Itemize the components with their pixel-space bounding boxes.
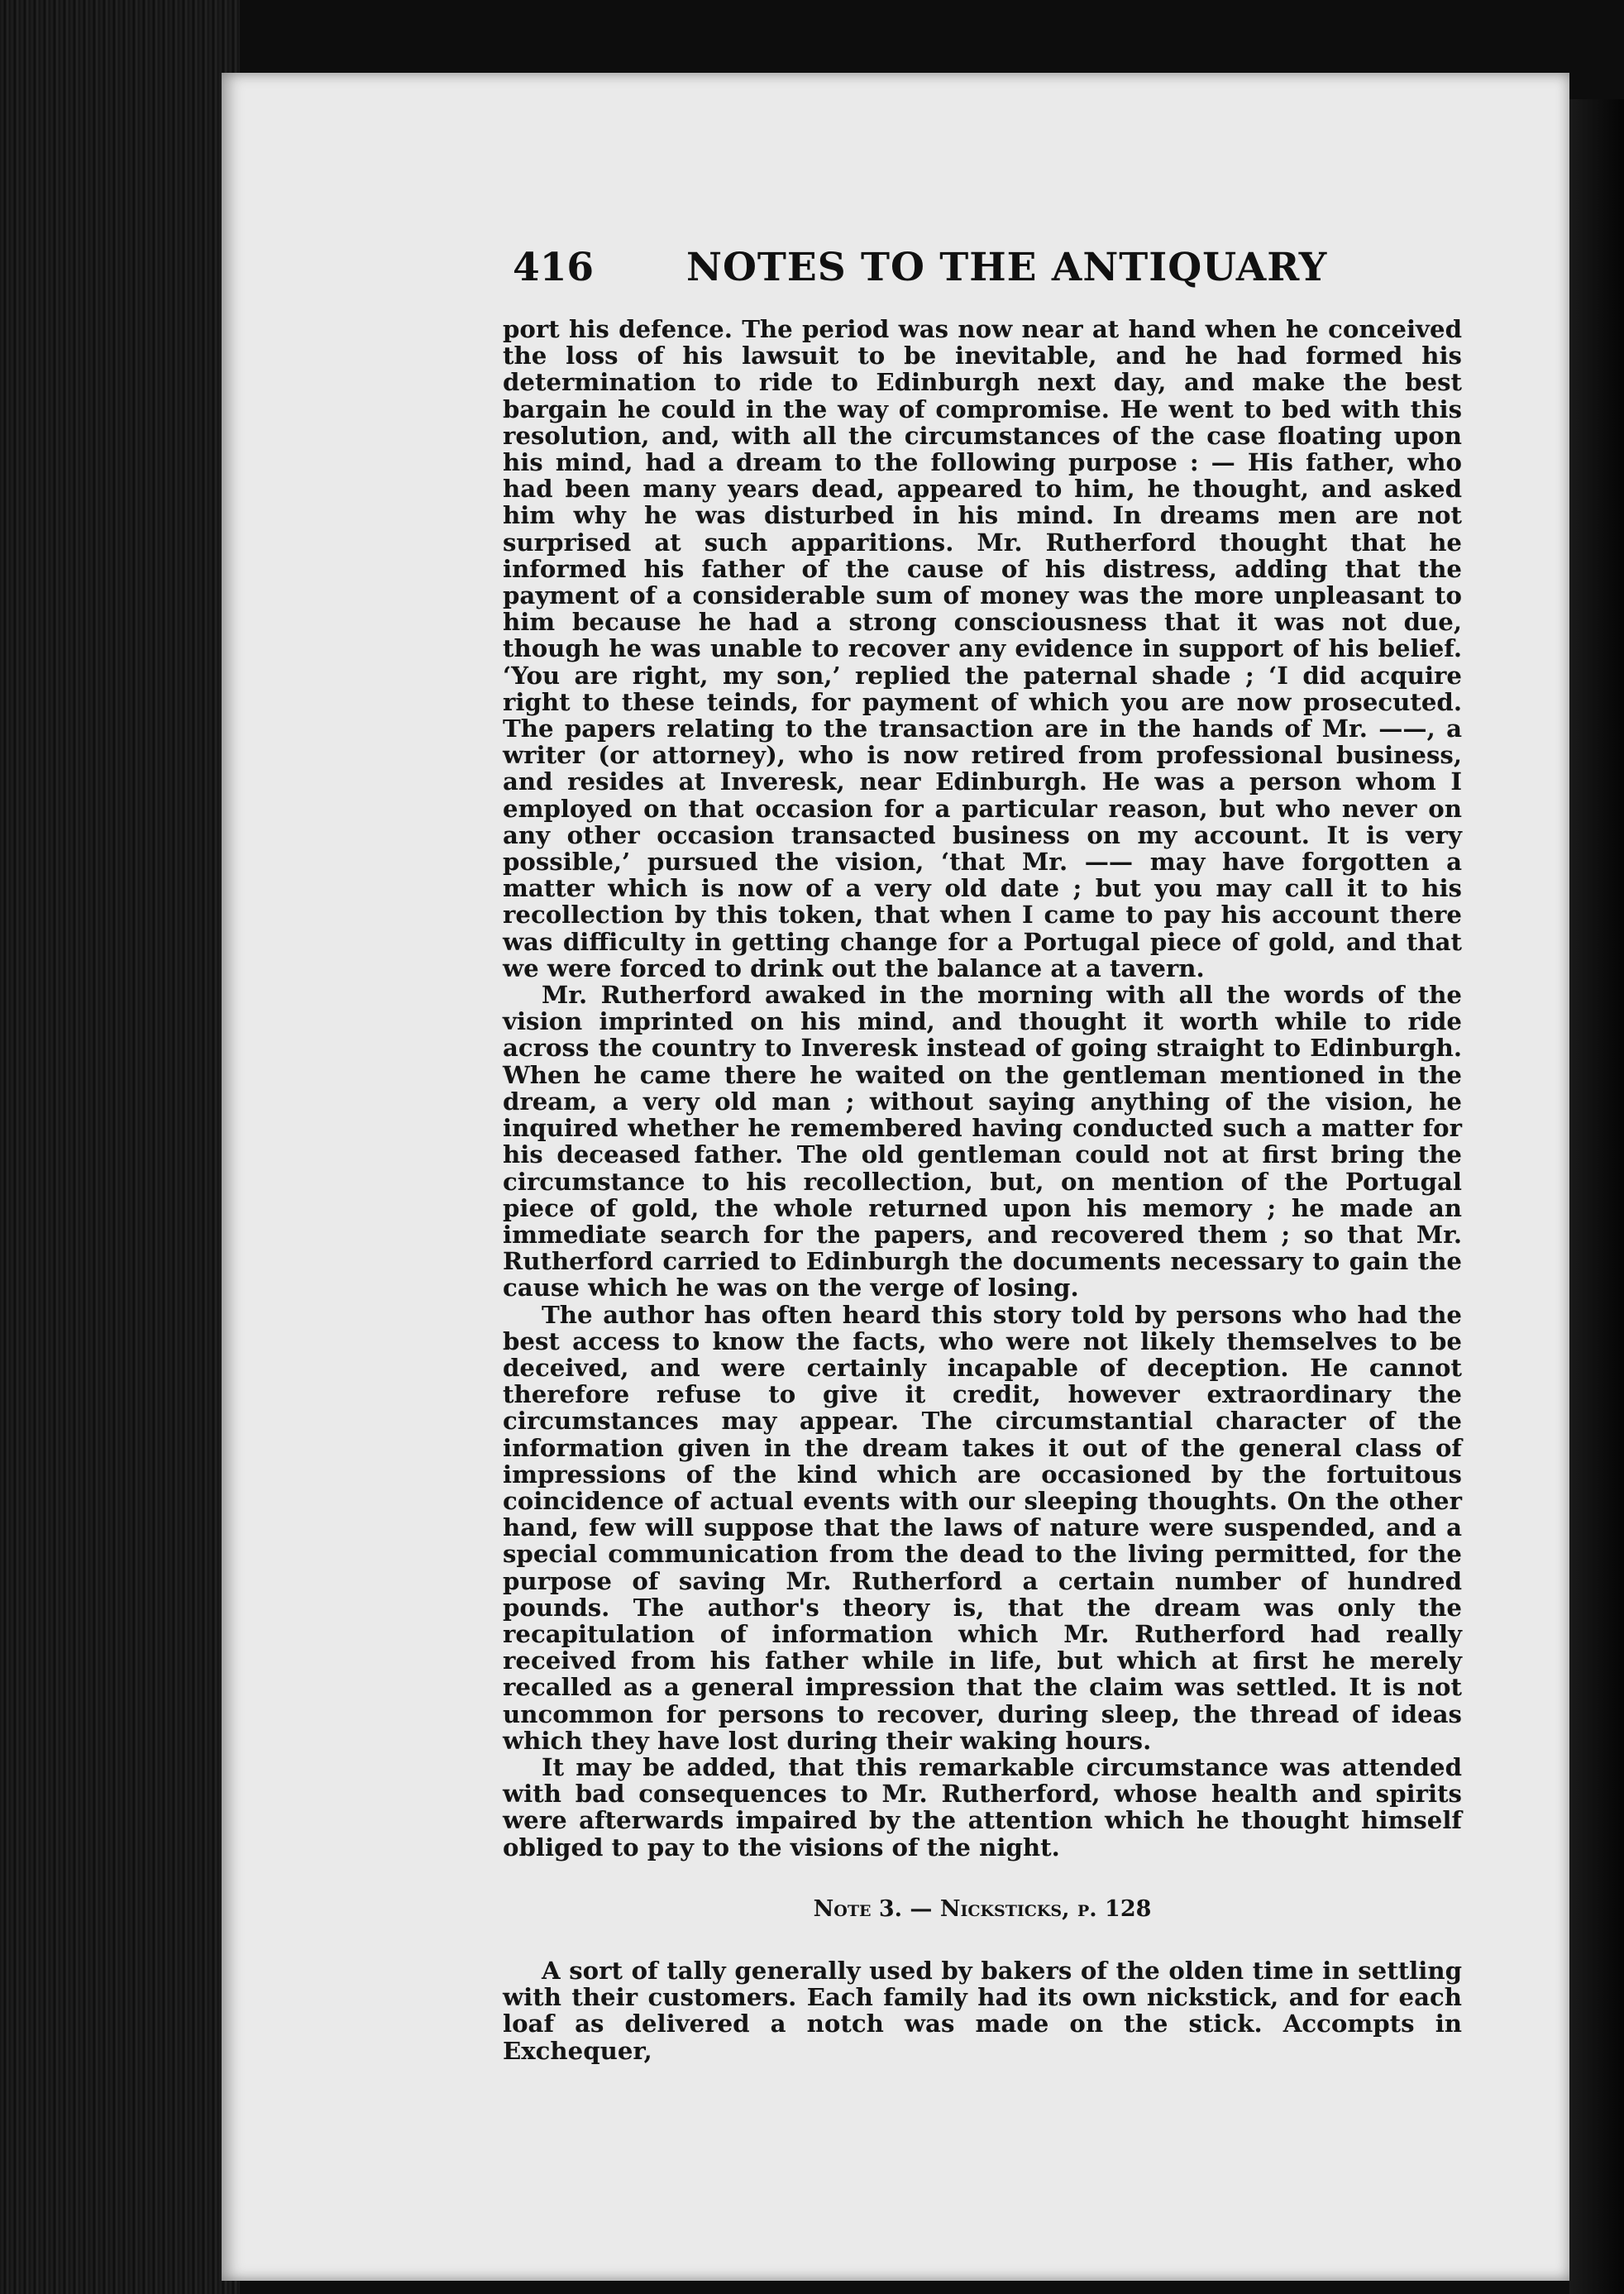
paragraph-4: It may be added, that this remarkable circumstance was attended with bad consequences to Mr. Rutherford, whose health and spirits were afterwards impaired by the attention which he thought himself obliged to pay to the visions of the night. — [503, 1752, 1462, 1861]
note-heading-suffix: s, p. 128 — [1050, 1895, 1152, 1922]
running-title: NOTES TO THE ANTIQUARY — [686, 245, 1328, 290]
note-heading-label: Note 3. — Nickstick — [813, 1895, 1051, 1922]
note-paragraph: A sort of tally generally used by bakers of the olden time in settling with their customers. Each family had its own nickstick, and for each loaf as delivered a notch was made on the stick. Accompts in Exchequer, — [503, 1956, 1462, 2065]
facing-page-edge — [1569, 99, 1624, 2294]
note-heading — [503, 1896, 1462, 1923]
paragraph-3: The author has often heard this story told by persons who had the best access to know the facts, who were not likely themselves to be deceived, and were certainly incapable of deception. He cannot therefore refuse to give it credit, however extraordinary the circumstances may appear. The circumstantial character of the information given in the dream takes it out of the general class of impressions of the kind which are occasioned by the fortuitous coincidence of actual events with our sleeping thoughts. On the other hand, few will suppose that the laws of nature were suspended, and a special communication from the dead to the living permitted, for the purpose of saving Mr. Rutherford a certain number of hundred pounds. The author's theory is, that the dream was only the recapitulation of information which Mr. Rutherford had really received from his father while in life, but which at first he merely recalled as a general impression that the claim was settled. It is not uncommon for persons to recover, during sleep, the thread of ideas which they have lost during their waking hours. — [503, 1300, 1462, 1755]
paragraph-2: Mr. Rutherford awaked in the morning with all the words of the vision imprinted on his mind, and thought it worth while to ride across the country to Inveresk instead of going straight to Edinburgh. When he came there he waited on the gentleman mentioned in the dream, a very old man ; without saying anything of the vision, he inquired whether he remembered having conducted such a matter for his deceased father. The old gentleman could not at first bring the circumstance to his recollection, but, on mention of the Portugal piece of gold, the whole returned upon his memory ; he made an immediate search for the papers, and recovered them ; so that Mr. Rutherford carried to Edinburgh the documents necessary to gain the cause which he was on the verge of losing. — [503, 981, 1462, 1302]
text-block — [503, 316, 1462, 2064]
book-spine-edge — [0, 0, 240, 2294]
paragraph-1: port his defence. The period was now near at hand when he conceived the loss of his lawsuit to be inevitable, and he had formed his determination to ride to Edinburgh next day, and make the best bargain he could in the way of compromise. He went to bed with this resolution, and, with all the circumstances of the case floating upon his mind, had a dream to the following purpose : — His father, who had been many years dead, appeared to him, he thought, and asked him why he was disturbed in his mind. In dreams men are not surprised at such apparitions. Mr. Rutherford thought that he informed his father of the cause of his distress, adding that the payment of a considerable sum of money was the more unpleasant to him because he had a strong consciousness that it was not due, though he was unable to recover any evidence in support of his belief. ‘You are right, my son,’ replied the paternal shade ; ‘I did acquire right to these teinds, for payment of which you are now prosecuted. The papers relating to the transaction are in the hands of Mr. ——, a writer (or attorney), who is now retired from professional business, and resides at Inveresk, near Edinburgh. He was a person whom I employed on that occasion for a particular reason, but who never on any other occasion transacted business on my account. It is very possible,’ pursued the vision, ‘that Mr. —— may have forgotten a matter which is now of a very old date ; but you may call it to his recollection by this token, that when I came to pay his account there was difficulty in getting change for a Portugal piece of gold, and that we were forced to drink out the balance at a tavern. — [503, 315, 1462, 982]
page-header — [513, 245, 1464, 294]
page-number: 416 — [513, 245, 595, 290]
